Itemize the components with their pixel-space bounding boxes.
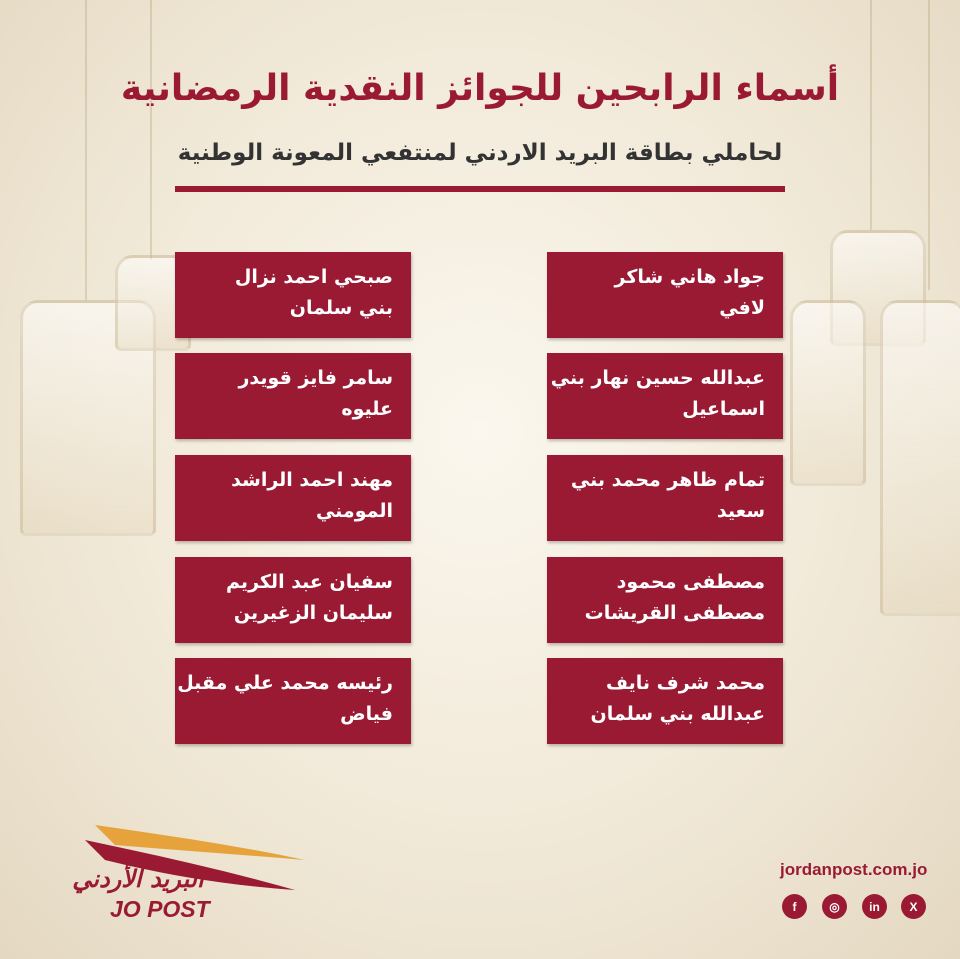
winner-name-line2: بني سلمان	[289, 297, 393, 319]
logo-arabic-text: البريد الأردني	[72, 865, 204, 893]
winner-name-line1: محمد شرف نايف	[605, 672, 765, 694]
winner-card	[547, 557, 783, 643]
title-divider	[175, 186, 785, 192]
lantern-chain	[150, 0, 152, 260]
winner-card	[547, 353, 783, 439]
winner-card	[175, 252, 411, 338]
winner-card	[547, 455, 783, 541]
page-title: أسماء الرابحين للجوائز النقدية الرمضانية	[120, 68, 840, 109]
winner-name-line2: عليوه	[341, 398, 393, 420]
winner-name-line2: سليمان الزغيرين	[233, 602, 393, 624]
winner-name-line1: عبدالله حسين نهار بني	[550, 367, 765, 389]
winner-name-line1: رئيسه محمد علي مقبل	[177, 672, 393, 694]
winner-name-line1: مصطفى محمود	[616, 571, 765, 593]
website-link[interactable]: jordanpost.com.jo	[780, 860, 928, 879]
instagram-icon[interactable]: ◎	[822, 894, 847, 919]
linkedin-icon[interactable]: in	[862, 894, 887, 919]
winner-card	[175, 557, 411, 643]
winner-name-line2: فياض	[340, 703, 393, 725]
lantern-decoration	[790, 300, 866, 486]
winner-name-line1: مهند احمد الراشد	[231, 469, 393, 491]
winner-card	[547, 252, 783, 338]
winner-name-line1: تمام ظاهر محمد بني	[570, 469, 765, 491]
facebook-icon[interactable]: f	[782, 894, 807, 919]
winner-name-line1: صبحي احمد نزال	[234, 266, 393, 288]
winner-name-line2: مصطفى القريشات	[584, 602, 765, 624]
winner-name-line2: سعيد	[716, 500, 765, 522]
winner-name-line2: لافي	[719, 297, 765, 319]
winner-card	[175, 658, 411, 744]
lantern-chain	[870, 0, 872, 230]
logo-english-text: JO POST	[110, 896, 210, 922]
winner-card	[175, 455, 411, 541]
winner-card	[175, 353, 411, 439]
winner-card	[547, 658, 783, 744]
x-icon[interactable]: X	[901, 894, 926, 919]
winner-name-line2: اسماعيل	[682, 398, 765, 420]
winner-name-line1: سامر فايز قويدر	[238, 367, 393, 389]
winner-name-line1: جواد هاني شاكر	[614, 266, 765, 288]
winner-name-line2: المومني	[315, 500, 393, 522]
lantern-decoration	[880, 300, 960, 616]
winner-name-line1: سفيان عبد الكريم	[226, 571, 393, 593]
winner-name-line2: عبدالله بني سلمان	[590, 703, 765, 725]
page-subtitle: لحاملي بطاقة البريد الاردني لمنتفعي المعونة الوطنية	[177, 140, 783, 166]
